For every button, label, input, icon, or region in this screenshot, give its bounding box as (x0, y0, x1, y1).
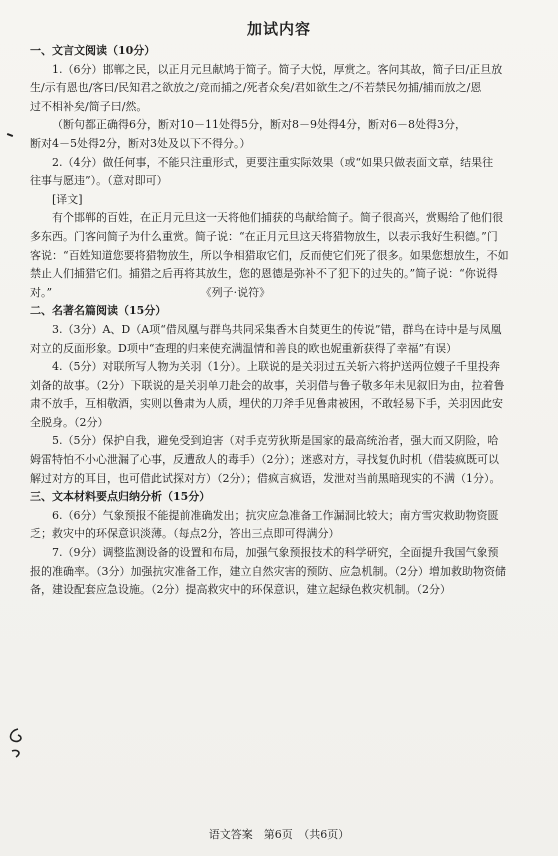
text-line: 往事与愿违”）。（意对即可） (30, 174, 168, 188)
text-line: 解过对方的耳目，也可借此试探对方）（2分）；借疯言疯语，发泄对当前黑暗现实的不满（1分）。 (30, 471, 501, 485)
text-line: 4.（5分）对联所写人物为关羽（1分）。上联说的是关羽过五关斩六将护送两位嫂子千里投奔 (52, 360, 500, 374)
section-heading: 二、名著名篇阅读（15分） (30, 304, 167, 318)
text-line: 禁止人们捕猎它们。捕猎之后再将其放生，您的恩德是弥补不了犯下的过失的。”简子说：“你说得 (30, 267, 498, 281)
text-line: 备，建设配套应急设施。（2分）提高救灾中的环保意识，建立起绿色救灾机制。（2分） (30, 583, 451, 597)
page-title: 加试内容 (246, 20, 311, 38)
text-line: 7.（9分）调整监测设备的设置和布局，加强气象预报技术的科学研究，全面提升我国气象预 (52, 546, 499, 560)
text-line: 对立的反面形象。D项中“查理的归来使充满温情和善良的欧也妮重新获得了幸福”有误） (30, 341, 458, 355)
text-line: 刘备的故事。（2分）下联说的是关羽单刀赴会的故事，关羽借与鲁子敬多年未见叙旧为由，拉着鲁 (30, 378, 505, 392)
text-line: 肃不放手，互相敬酒，实则以鲁肃为人质，埋伏的刀斧手见鲁肃被困，不敢轻易下手，关羽因此安 (30, 397, 503, 411)
page-footer: 语文答案 第6页 （共6页） (208, 828, 350, 841)
text-line: 5.（5分）保护自我，避免受到迫害（对手克劳狄斯是国家的最高统治者，强大而又阴险，哈 (52, 434, 499, 448)
text-line: 1.（6分）邯郸之民，以正月元旦献鸠于简子。简子大悦，厚赏之。客问其故，简子曰/正旦放 (52, 62, 503, 76)
section-heading: 三、文本材料要点归纳分析（15分） (30, 490, 211, 504)
text-line: 2.（4分）做任何事，不能只注重形式，更要注重实际效果（或“如果只做表面文章，结果往 (52, 155, 494, 169)
text-line: [译文] (52, 192, 83, 206)
text-line: 报的准确率。（3分）加强抗灾准备工作，建立自然灾害的预防、应急机制。（2分）增加救助物资储 (30, 564, 506, 578)
answer-content (30, 42, 530, 600)
pen-mark (7, 133, 13, 137)
text-line: 断对4－5处得2分，断对3处及以下不得分。） (30, 136, 251, 150)
text-line: 全脱身。（2分） (30, 415, 109, 429)
text-line: 生/示有恩也/客曰/民知君之欲放之/竞而捕之/死者众矣/君如欲生之/不若禁民勿捕/捕而放之/恩 (30, 81, 482, 95)
text-line: 乏；救灾中的环保意识淡薄。（每点2分，答出三点即可得满分） (30, 527, 340, 541)
text-line: 3.（3分）A、D（A项“借凤凰与群鸟共同采集香木自焚更生的传说”错，群鸟在诗中是与凤凰 (52, 322, 502, 336)
text-line: 有个邯郸的百姓，在正月元旦这一天将他们捕获的鸟献给简子。简子很高兴，赏赐给了他们很 (52, 211, 503, 225)
text-line: （断句都正确得6分，断对10－11处得5分，断对8－9处得4分，断对6－8处得3分， (52, 118, 466, 132)
handwritten-scribble (4, 725, 32, 765)
text-line: 6.（6分）气象预报不能提前准确发出；抗灾应急准备工作漏洞比较大；南方雪灾救助物资匮 (52, 508, 499, 522)
text-line: 对。” 《列子·说符》 (30, 285, 271, 299)
text-line: 过不相补矣/简子曰/然。 (30, 99, 148, 113)
text-line: 客说：“百姓知道您要将猎物放生，所以争相猎取它们，反而使它们死了很多。如果您想放生，不如 (30, 248, 509, 262)
text-line: 多东西。门客问简子为什么重赏。简子说：“在正月元旦这天将猎物放生，以表示我好生积德。”门 (30, 229, 498, 243)
section-heading: 一、文言文阅读（10分） (30, 44, 156, 57)
text-line: 姆雷特怕不小心泄漏了心事，反遭敌人的毒手）（2分）；迷惑对方，寻找复仇时机（借装疯既可以 (30, 453, 499, 467)
